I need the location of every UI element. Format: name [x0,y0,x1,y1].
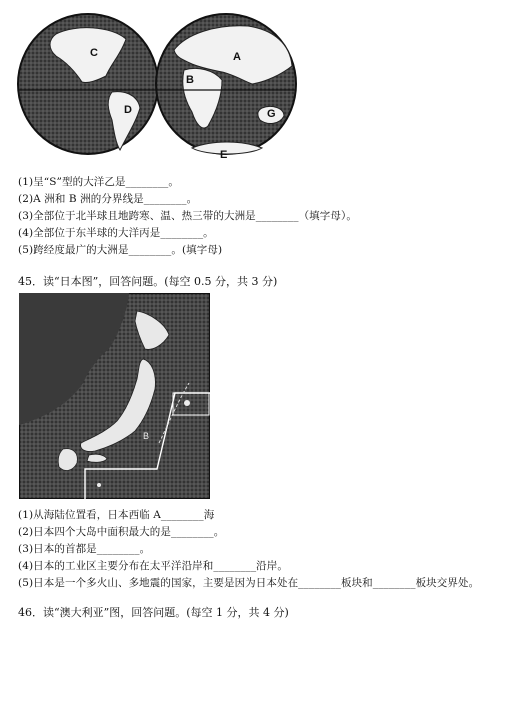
q44-item-3: (3)全部位于北半球且地跨寒、温、热三带的大洲是________（填字母）。 [18,210,357,222]
japan-map [19,293,210,499]
label-d: D [124,104,132,116]
label-c: C [90,47,98,59]
label-b: B [186,74,194,86]
japan-label-b: B [143,431,150,441]
western-hemisphere [18,14,158,154]
q45-heading: 45．读“日本图”，回答问题。(每空 0.5 分，共 3 分) [18,275,278,288]
q46-heading: 46．读“澳大利亚”图，回答问题。(每空 1 分，共 4 分) [18,606,289,619]
q44-item-2: (2)A 洲和 B 洲的分界线是________。 [18,193,198,205]
label-g: G [267,108,276,120]
q45-item-2: (2)日本四个大岛中面积最大的是________。 [18,526,225,538]
q44-item-5: (5)跨经度最广的大洲是________。(填字母) [18,244,223,256]
label-e: E [220,149,228,161]
q45-item-5: (5)日本是一个多火山、多地震的国家，主要是因为日本处在________板块和________板块交界处。 [18,577,480,589]
q44-item-4: (4)全部位于东半球的大洋丙是________。 [18,227,214,239]
q45-item-1: (1)从海陆位置看，日本西临 A________海 [18,509,215,521]
world-hemispheres-map [16,4,298,164]
q45-item-4: (4)日本的工业区主要分布在太平洋沿岸和________沿岸。 [18,560,288,572]
q45-item-3: (3)日本的首都是________。 [18,543,151,555]
label-a: A [233,51,241,63]
q44-item-1: (1)呈“S”型的大洋乙是________。 [18,176,180,188]
eastern-hemisphere [156,14,296,154]
